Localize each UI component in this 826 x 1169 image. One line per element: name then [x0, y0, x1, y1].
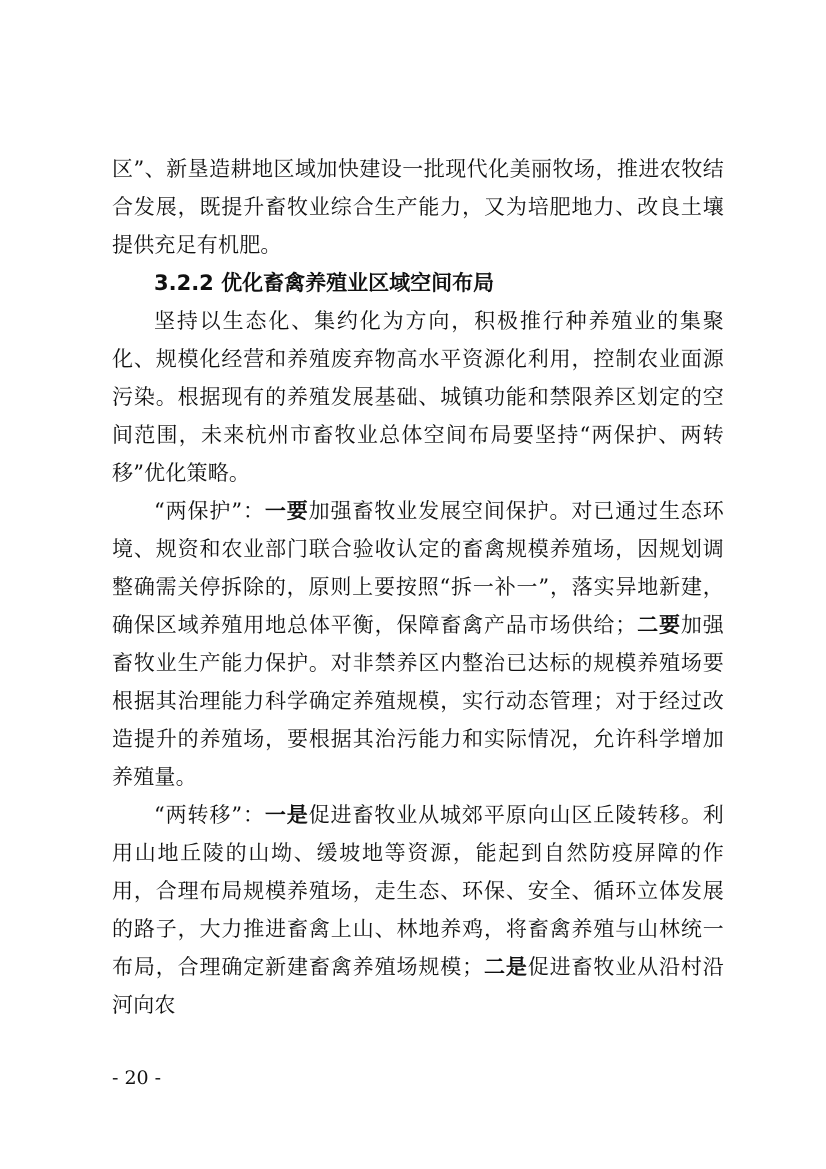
paragraph-3-lead: “两保护”：: [154, 499, 265, 523]
paragraph-3-text-2: 加强畜牧业生产能力保护。对非禁养区内整治已达标的规模养殖场要根据其治理能力科学确定养殖规模，实行动态管理；对于经过改造提升的养殖场，要根据其治污能力和实际情况，允许科学增加养殖量。: [112, 613, 724, 789]
paragraph-4: [112, 796, 724, 1024]
section-heading: 3.2.2 优化畜禽养殖业区域空间布局: [154, 271, 495, 295]
paragraph-1: 区”、新垦造耕地区域加快建设一批现代化美丽牧场，推进农牧结合发展，既提升畜牧业综合生产能力，又为培肥地力、改良土壤提供充足有机肥。: [112, 157, 724, 257]
paragraph-3-bold-1: 一要: [264, 499, 309, 523]
paragraph-4-text-1: 促进畜牧业从城郊平原向山区丘陵转移。利用山地丘陵的山坳、缓坡地等资源，能起到自然防疫屏障的作用，合理布局规模养殖场，走生态、环保、安全、循环立体发展的路子，大力推进畜禽上山、林地养鸡，将畜禽养殖与山林统一布局，合理确定新建畜禽养殖场规模；: [112, 803, 724, 979]
paragraph-4-lead: “两转移”：: [154, 803, 265, 827]
paragraph-3-text-1: 加强畜牧业发展空间保护。对已通过生态环境、规资和农业部门联合验收认定的畜禽规模养殖场，因规划调整确需关停拆除的，原则上要按照“拆一补一”，落实异地新建，确保区域养殖用地总体平衡，保障畜禽产品市场供给；: [112, 499, 724, 637]
paragraph-3: [112, 492, 724, 796]
body-text: [112, 150, 724, 1024]
paragraph-3-bold-2: 二要: [636, 613, 681, 637]
paragraph-4-text-2: 促进畜牧业从沿村沿河向农: [112, 955, 724, 1017]
page-number: - 20 -: [112, 1067, 162, 1089]
paragraph-4-bold-2: 二是: [483, 955, 528, 979]
paragraph-2: 坚持以生态化、集约化为方向，积极推行种养殖业的集聚化、规模化经营和养殖废弃物高水平资源化利用，控制农业面源污染。根据现有的养殖发展基础、城镇功能和禁限养区划定的空间范围，未来杭州市畜牧业总体空间布局要坚持“两保护、两转移”优化策略。: [112, 309, 724, 485]
paragraph-4-bold-1: 一是: [264, 803, 309, 827]
